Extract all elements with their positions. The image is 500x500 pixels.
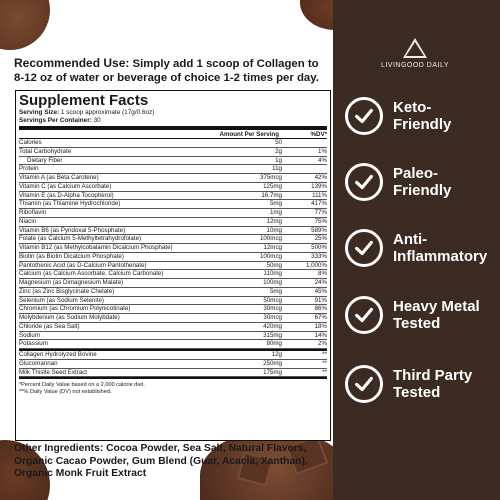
servings-per-container: Servings Per Container: 30: [19, 117, 101, 124]
nutrient-dv: 4%: [318, 156, 327, 164]
nutrient-name: Total Carbohydrate: [19, 147, 72, 155]
table-row: [19, 218, 327, 227]
nutrient-name: Riboflavin: [19, 209, 47, 216]
table-row: [19, 360, 327, 369]
facts-header-row: Amount Per Serving %DV*: [19, 130, 327, 139]
table-row: [19, 314, 327, 323]
nutrient-amount: 110mg: [263, 270, 282, 278]
nutrient-amount: 50: [275, 139, 282, 146]
check-circle-icon: [345, 163, 383, 201]
nutrient-name: Protein: [19, 165, 39, 173]
benefit-label: Keto- Friendly: [393, 99, 452, 133]
check-circle-icon: [345, 296, 383, 334]
nutrient-name: Glucomannan: [19, 359, 58, 367]
nutrient-amount: 5mg: [269, 200, 282, 208]
table-row: [19, 323, 327, 332]
nutrient-name: Milk Thistle Seed Extract: [19, 368, 87, 376]
nutrient-dv: 14%: [314, 331, 327, 339]
recommended-use-text: Simply add 1 scoop of Collagen to 8-12 oz of water or beverage of choice 1-2 times per day.: [14, 58, 319, 84]
nutrient-dv: 86%: [314, 305, 327, 313]
brand-name: LIVINGOOD DAILY: [380, 62, 450, 69]
nutrient-name: Vitamin E (as D-Alpha Tocopherol): [19, 191, 114, 199]
nutrient-amount: 100mcg: [259, 235, 282, 243]
nutrient-dv: 2%: [318, 340, 327, 348]
table-row: [19, 279, 327, 288]
nutrient-amount: 30mcg: [263, 305, 282, 313]
nutrient-dv: 42%: [314, 174, 327, 181]
nutrient-name: Folate (as Calcium 5-Methyltetrahydrofolate): [19, 235, 142, 243]
benefit-keto: [345, 97, 495, 135]
nutrient-dv: 139%: [311, 182, 327, 190]
nutrient-dv: 333%: [311, 252, 327, 260]
nutrient-amount: 2g: [275, 147, 282, 155]
table-row: [19, 297, 327, 306]
nutrient-amount: 375mcg: [259, 174, 282, 181]
nutrient-amount: 16.7mg: [261, 191, 282, 199]
supplement-facts-panel: [15, 90, 331, 441]
nutrient-dv: 500%: [311, 244, 327, 251]
benefit-third-party: [345, 365, 495, 403]
nutrient-name: Vitamin B6 (as Pyridoxal 5-Phosphate): [19, 226, 126, 234]
nutrient-name: Potassium: [19, 340, 48, 348]
nutrient-amount: 175mg: [263, 368, 282, 376]
nutrient-name: Sodium: [19, 331, 40, 339]
nutrient-amount: 315mg: [263, 331, 282, 339]
table-row: [19, 174, 327, 183]
nutrient-amount: 5mg: [269, 287, 282, 295]
nutrient-name: Magnesium (as Dimagnesium Malate): [19, 279, 124, 286]
nutrient-amount: 100mcg: [259, 252, 282, 260]
nutrient-amount: 100mg: [263, 279, 282, 286]
table-row: [19, 200, 327, 209]
benefit-heavy-metal: [345, 296, 495, 334]
nutrient-dv: 8%: [318, 270, 327, 278]
nutrient-dv: 24%: [314, 279, 327, 286]
nutrient-dv: **: [322, 368, 327, 376]
nutrient-dv: 77%: [314, 209, 327, 216]
nutrient-dv: 75%: [314, 217, 327, 225]
table-row: [19, 165, 327, 174]
table-row: [19, 253, 327, 262]
nutrient-amount: 12g: [271, 351, 282, 358]
table-row: [19, 192, 327, 201]
table-row: [19, 305, 327, 314]
table-row: [19, 235, 327, 244]
benefit-label: Anti- Inflammatory: [393, 231, 488, 265]
table-row: [19, 288, 327, 297]
check-circle-icon: [345, 365, 383, 403]
recommended-use: [14, 56, 329, 85]
benefit-paleo: [345, 163, 495, 201]
nutrient-name: Zinc (as Zinc Bisglycinate Chelate): [19, 287, 115, 295]
check-circle-icon: [345, 229, 383, 267]
table-row: [19, 340, 327, 349]
nutrient-name: Pantothenic Acid (as D-Calcium Pantothenate): [19, 261, 147, 269]
ingredient-list: [19, 351, 327, 377]
nutrient-name: Dietary Fiber: [27, 156, 63, 164]
nutrient-name: Vitamin C (as Calcium Ascorbate): [19, 182, 112, 190]
nutrient-dv: 589%: [311, 226, 327, 234]
nutrient-amount: 50mcg: [263, 296, 282, 304]
nutrient-amount: 12mcg: [263, 244, 282, 251]
nutrient-name: Vitamin B12 (as Methylcobalamin Dicalcium Phosphate): [19, 244, 173, 251]
nutrient-amount: 1mg: [269, 209, 282, 216]
nutrient-name: Biotin (as Biotin Dicalcium Phosphate): [19, 252, 124, 260]
table-row: [19, 262, 327, 271]
facts-title: Supplement Facts: [19, 92, 149, 109]
nutrient-dv: **: [322, 359, 327, 367]
nutrient-name: Collagen Hydrolyzed Bovine: [19, 351, 97, 358]
recommended-use-heading: Recommended Use:: [14, 56, 130, 70]
serving-size: Serving Size: 1 scoop approximate (17g/0.6oz): [19, 109, 155, 116]
benefit-label: Third Party Tested: [393, 367, 473, 401]
table-row: [19, 157, 327, 166]
nutrient-amount: 250mg: [263, 359, 282, 367]
benefit-anti-inflammatory: [345, 229, 495, 267]
nutrient-amount: 50mg: [266, 261, 282, 269]
nutrient-dv: 417%: [311, 200, 327, 208]
nutrient-dv: [282, 165, 327, 173]
table-row: [19, 332, 327, 341]
nutrient-dv: **: [322, 351, 327, 358]
table-row: [19, 139, 327, 148]
nutrient-name: Selenium (as Sodium Selenite): [19, 296, 104, 304]
table-row: [19, 244, 327, 253]
nutrient-dv: 111%: [312, 191, 327, 199]
nutrient-name: Calcium (as Calcium Ascorbate, Calcium Carbonate): [19, 270, 164, 278]
nutrient-dv: 1,000%: [306, 261, 327, 269]
nutrient-dv: 18%: [314, 322, 327, 330]
check-circle-icon: [345, 97, 383, 135]
nutrient-amount: 420mg: [263, 322, 282, 330]
nutrient-list: [19, 139, 327, 349]
nutrient-dv: 67%: [314, 314, 327, 321]
table-row: [19, 148, 327, 157]
nutrient-name: Calories: [19, 139, 42, 146]
footnote: *Percent Daily Value based on a 2,000 calorie diet. **% Daily Value (DV) not established.: [19, 382, 145, 396]
brand-logo: [360, 38, 470, 69]
nutrient-amount: 125mg: [263, 182, 282, 190]
benefit-label: Heavy Metal Tested: [393, 298, 480, 332]
table-row: [19, 183, 327, 192]
nutrient-dv: 25%: [314, 235, 327, 243]
chocolate-splash-image: [0, 0, 50, 50]
nutrient-amount: 10mg: [266, 226, 282, 234]
nutrient-dv: [282, 139, 327, 147]
nutrient-name: Chloride (as Sea Salt): [19, 322, 80, 330]
nutrient-name: Molybdenum (as Sodium Molybdate): [19, 314, 120, 321]
benefit-label: Paleo- Friendly: [393, 165, 452, 199]
table-row: [19, 351, 327, 360]
triangle-logo-icon: [403, 38, 427, 58]
nutrient-dv: 91%: [314, 296, 327, 304]
nutrient-amount: 12mg: [266, 217, 282, 225]
other-ingredients: Other Ingredients: Cocoa Powder, Sea Salt, Natural Flavors, Organic Cacao Powder, Gum Blend (Guar, Acacia, Xanthan), Organic Monk Fruit Extract: [14, 443, 308, 479]
table-row: [19, 270, 327, 279]
table-row: [19, 227, 327, 236]
nutrient-name: Niacin: [19, 217, 37, 225]
table-row: [19, 209, 327, 218]
nutrient-amount: 1g: [275, 156, 282, 164]
nutrient-amount: 11g: [272, 165, 282, 173]
nutrient-amount: 30mcg: [263, 314, 282, 321]
nutrient-amount: 80mg: [266, 340, 282, 348]
nutrient-dv: 45%: [314, 287, 327, 295]
nutrient-name: Thiamin (as Thiamine Hydrochloride): [19, 200, 121, 208]
table-row: [19, 369, 327, 378]
nutrient-name: Vitamin A (as Beta Carotene): [19, 174, 99, 181]
nutrient-name: Chromium (as Chromium Polynicotinate): [19, 305, 131, 313]
nutrient-dv: 1%: [318, 147, 327, 155]
